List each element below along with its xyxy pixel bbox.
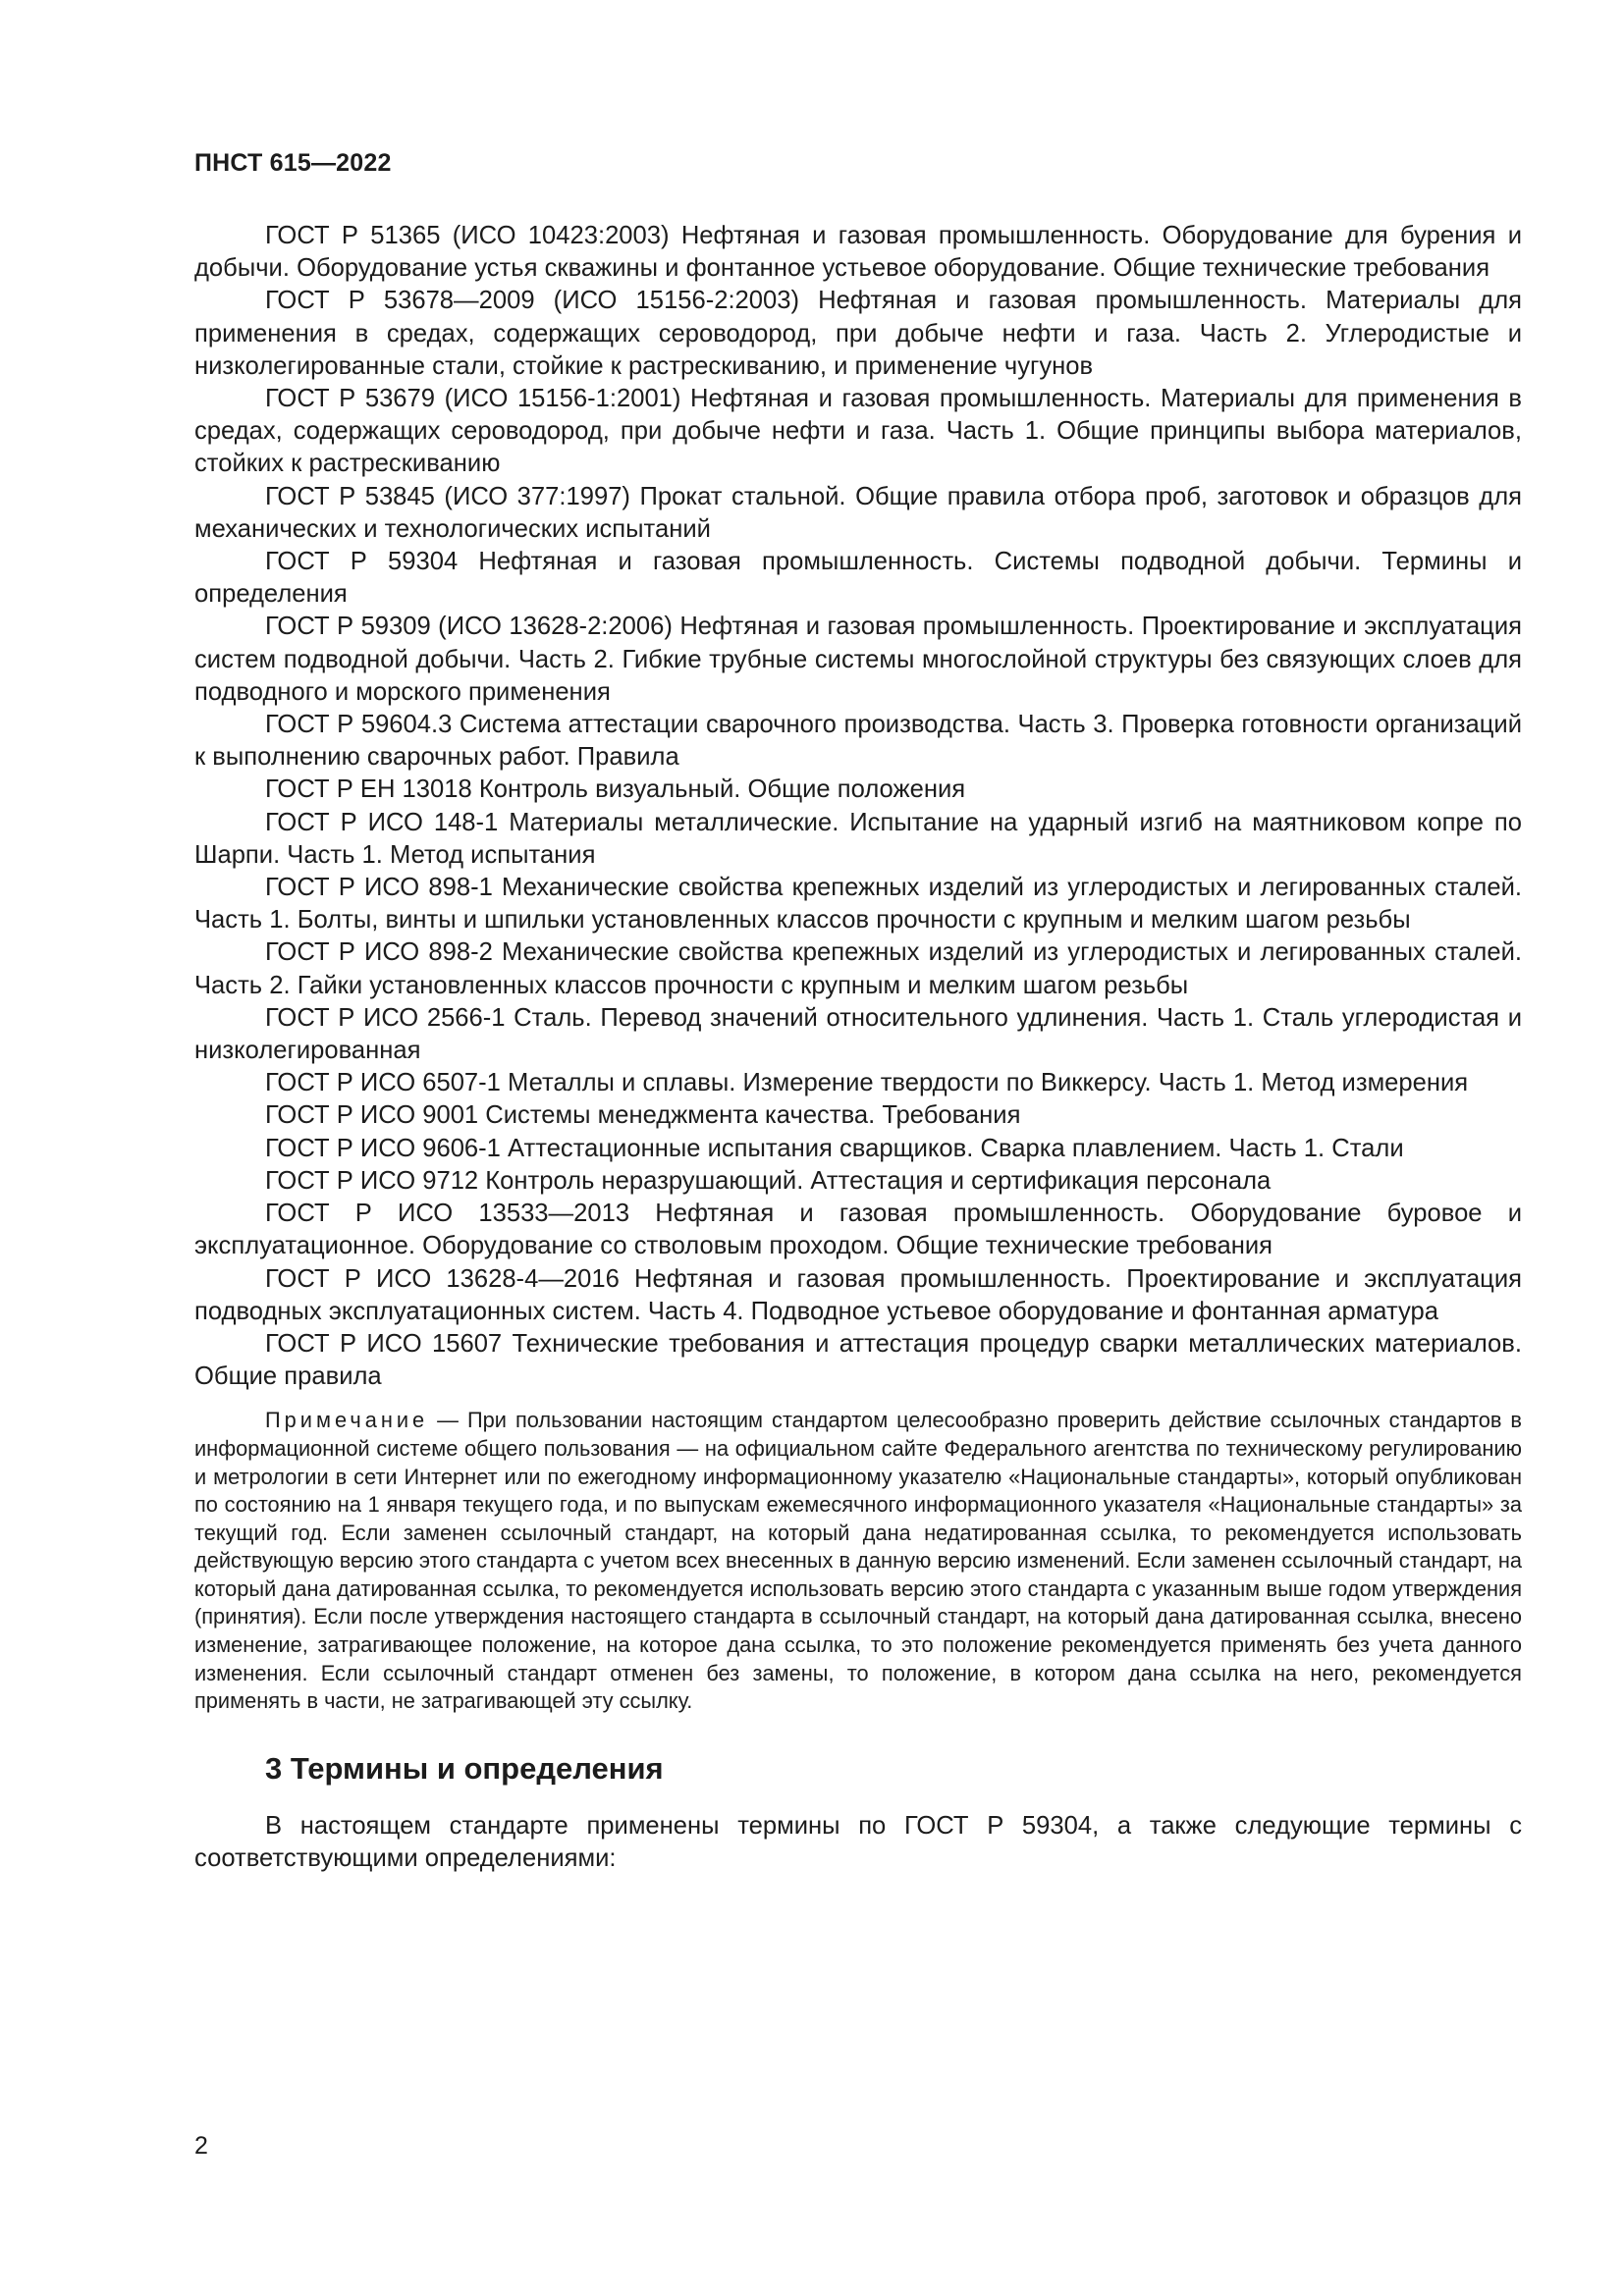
reference-item: ГОСТ Р 59604.3 Система аттестации сварочного производства. Часть 3. Проверка готовности организаций к выполнению сварочных работ. Правила (194, 711, 1522, 772)
reference-item: ГОСТ Р ИСО 13628-4—2016 Нефтяная и газовая промышленность. Проектирование и эксплуатация подводных эксплуатационных систем. Часть 4. Подводное устьевое оборудование и фонтанная арматура (194, 1264, 1522, 1325)
reference-item: ГОСТ Р ИСО 9606-1 Аттестационные испытания сварщиков. Сварка плавлением. Часть 1. Стали (265, 1134, 1404, 1162)
reference-item: ГОСТ Р ИСО 13533—2013 Нефтяная и газовая промышленность. Оборудование буровое и эксплуатационное. Оборудование со стволовым проходом. Общие технические требования (194, 1200, 1522, 1260)
reference-item: ГОСТ Р ИСО 9001 Системы менеджмента качества. Требования (265, 1101, 1021, 1130)
reference-item: ГОСТ Р ИСО 2566-1 Сталь. Перевод значений относительного удлинения. Часть 1. Сталь углеродистая и низколегированная (194, 1003, 1522, 1065)
reference-item: ГОСТ Р ИСО 9712 Контроль неразрушающий. Аттестация и сертификация персонала (265, 1166, 1272, 1195)
normative-references-list (194, 220, 1522, 1393)
page-number: 2 (194, 2132, 208, 2160)
reference-item: ГОСТ Р ИСО 898-1 Механические свойства крепежных изделий из углеродистых и легированных сталей. Часть 1. Болты, винты и шпильки установленных классов прочности с крупным и мелким шагом резьбы (194, 874, 1522, 934)
document-header: ПНСТ 615—2022 (194, 149, 392, 177)
note-lead: Примечание (265, 1408, 429, 1433)
note-paragraph (194, 1407, 1522, 1716)
reference-item: ГОСТ Р 59309 (ИСО 13628-2:2006) Нефтяная и газовая промышленность. Проектирование и эксплуатация систем подводной добычи. Часть 2. Гибкие трубные системы многослойной структуры без связующих слоев для подводного и морского применения (194, 613, 1522, 706)
reference-item: ГОСТ Р 53679 (ИСО 15156-1:2001) Нефтяная и газовая промышленность. Материалы для применения в средах, содержащих сероводород, при добыче нефти и газа. Часть 1. Общие принципы выбора материалов, стойких к растрескиванию (194, 385, 1522, 478)
reference-item: ГОСТ Р ИСО 898-2 Механические свойства крепежных изделий из углеродистых и легированных сталей. Часть 2. Гайки установленных классов прочности с крупным и мелким шагом резьбы (194, 938, 1522, 999)
reference-item: ГОСТ Р ИСО 15607 Технические требования и аттестация процедур сварки металлических материалов. Общие правила (194, 1329, 1522, 1391)
reference-item: ГОСТ Р ИСО 148-1 Материалы металлические. Испытание на ударный изгиб на маятниковом копре по Шарпи. Часть 1. Метод испытания (194, 808, 1522, 869)
reference-item: ГОСТ Р 53845 (ИСО 377:1997) Прокат стальной. Общие правила отбора проб, заготовок и образцов для механических и технологических испытаний (194, 482, 1522, 543)
section-intro: В настоящем стандарте применены термины по ГОСТ Р 59304, а также следующие термины с соответствующими определениями: (194, 1811, 1522, 1873)
section-heading: 3 Термины и определения (265, 1750, 664, 1786)
reference-item: ГОСТ Р 59304 Нефтяная и газовая промышленность. Системы подводной добычи. Термины и определения (194, 548, 1522, 609)
page-content (194, 220, 1522, 1875)
note-text: — При пользовании настоящим стандартом целесообразно проверить действие ссылочных стандартов в информационной системе общего пользования — на официальном сайте Федерального агентства по техническому регулированию и метрологии в сети Интернет или по ежегодному информационному указателю «Национальные стандарты», который опубликован по состоянию на 1 января текущего года, и по выпускам ежемесячного информационного указателя «Национальные стандарты» за текущий год. Если заменен ссылочный стандарт, на который дана недатированная ссылка, то рекомендуется использовать действующую версию этого стандарта с учетом всех внесенных в данную версию изменений. Если заменен ссылочный стандарт, на который дана датированная ссылка, то рекомендуется использовать версию этого стандарта с указанным выше годом утверждения (принятия). Если после утверждения настоящего стандарта в ссылочный стандарт, на который дана датированная ссылка, внесено изменение, затрагивающее положение, на которое дана ссылка, то это положение рекомендуется применять без учета данного изменения. Если ссылочный стандарт отменен без замены, то положение, в котором дана ссылка на него, рекомендуется применять в части, не затрагивающей эту ссылку. (194, 1408, 1522, 1714)
reference-item: ГОСТ Р 51365 (ИСО 10423:2003) Нефтяная и газовая промышленность. Оборудование для бурения и добычи. Оборудование устья скважины и фонтанное устьевое оборудование. Общие технические требования (194, 222, 1522, 283)
reference-item: ГОСТ Р ИСО 6507-1 Металлы и сплавы. Измерение твердости по Виккерсу. Часть 1. Метод измерения (265, 1069, 1469, 1097)
reference-item: ГОСТ Р ЕН 13018 Контроль визуальный. Общие положения (265, 775, 966, 804)
reference-item: ГОСТ Р 53678—2009 (ИСО 15156-2:2003) Нефтяная и газовая промышленность. Материалы для применения в средах, содержащих сероводород, при добыче нефти и газа. Часть 2. Углеродистые и низколегированные стали, стойкие к растрескиванию, и применение чугунов (194, 287, 1522, 380)
